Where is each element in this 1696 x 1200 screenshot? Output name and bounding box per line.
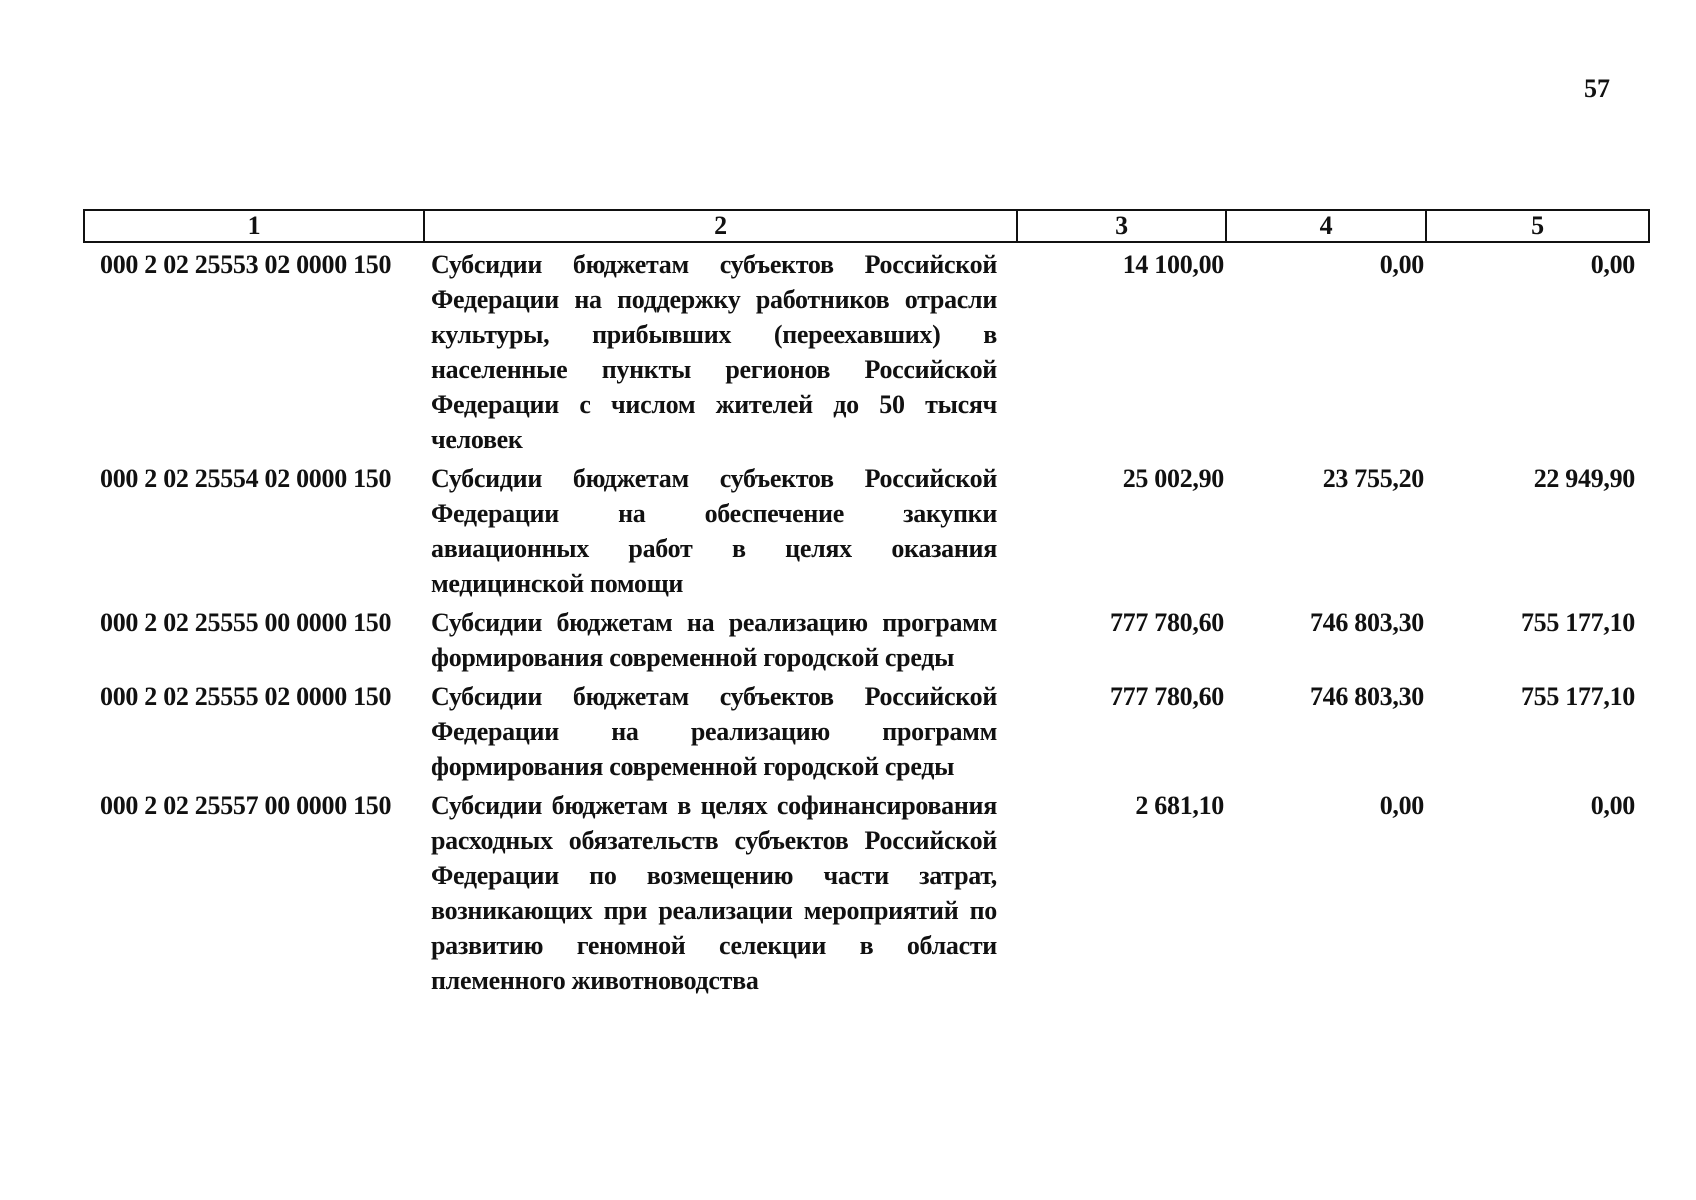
- column-header-4: 4: [1226, 210, 1426, 242]
- budget-code-cell: 000 2 02 25557 00 0000 150: [100, 791, 392, 820]
- amount-col4-cell: 746 803,30: [1309, 608, 1424, 637]
- column-header-2: 2: [424, 210, 1017, 242]
- amount-col5-cell: 755 177,10: [1520, 608, 1635, 637]
- description-cell: Субсидии бюджетам субъектов Российской Федерации на поддержку работников отрасли культуры, прибывших (переехавших) в населенные пункты регионов Российской Федерации с числом жителей до 50 тысяч человек: [431, 250, 997, 454]
- table-row: [84, 675, 1649, 784]
- amount-col4-cell: 23 755,20: [1322, 464, 1424, 493]
- amount-col5-cell: 0,00: [1590, 250, 1635, 279]
- header-row: [84, 210, 1649, 242]
- description-cell: Субсидии бюджетам субъектов Российской Федерации на реализацию программ формирования современной городской среды: [431, 682, 997, 781]
- amount-col3-cell: 14 100,00: [1122, 250, 1224, 279]
- description-cell: Субсидии бюджетам в целях софинансирования расходных обязательств субъектов Российской Федерации по возмещению части затрат, возникающих при реализации мероприятий по развитию геномной селекции в области племенного животноводства: [431, 791, 997, 995]
- table-row: [84, 457, 1649, 601]
- table-body: [84, 242, 1649, 998]
- column-header-3: 3: [1017, 210, 1226, 242]
- budget-code-cell: 000 2 02 25554 02 0000 150: [100, 464, 392, 493]
- amount-col3-cell: 25 002,90: [1122, 464, 1224, 493]
- table-row: [84, 601, 1649, 675]
- budget-code-cell: 000 2 02 25555 00 0000 150: [100, 608, 392, 637]
- amount-col5-cell: 755 177,10: [1520, 682, 1635, 711]
- amount-col3-cell: 2 681,10: [1135, 791, 1224, 820]
- column-header-5: 5: [1426, 210, 1649, 242]
- budget-code-cell: 000 2 02 25555 02 0000 150: [100, 682, 392, 711]
- description-cell: Субсидии бюджетам на реализацию программ формирования современной городской среды: [431, 608, 997, 672]
- budget-code-cell: 000 2 02 25553 02 0000 150: [100, 250, 392, 279]
- table-row: [84, 242, 1649, 457]
- amount-col3-cell: 777 780,60: [1109, 608, 1224, 637]
- column-header-1: 1: [84, 210, 424, 242]
- amount-col4-cell: 0,00: [1379, 791, 1424, 820]
- amount-col4-cell: 746 803,30: [1309, 682, 1424, 711]
- budget-table: [83, 209, 1650, 998]
- page-number: 57: [1584, 74, 1610, 103]
- table-header: [84, 210, 1649, 242]
- amount-col5-cell: 22 949,90: [1533, 464, 1635, 493]
- table-row: [84, 784, 1649, 998]
- amount-col5-cell: 0,00: [1590, 791, 1635, 820]
- amount-col4-cell: 0,00: [1379, 250, 1424, 279]
- description-cell: Субсидии бюджетам субъектов Российской Федерации на обеспечение закупки авиационных работ в целях оказания медицинской помощи: [431, 464, 997, 598]
- amount-col3-cell: 777 780,60: [1109, 682, 1224, 711]
